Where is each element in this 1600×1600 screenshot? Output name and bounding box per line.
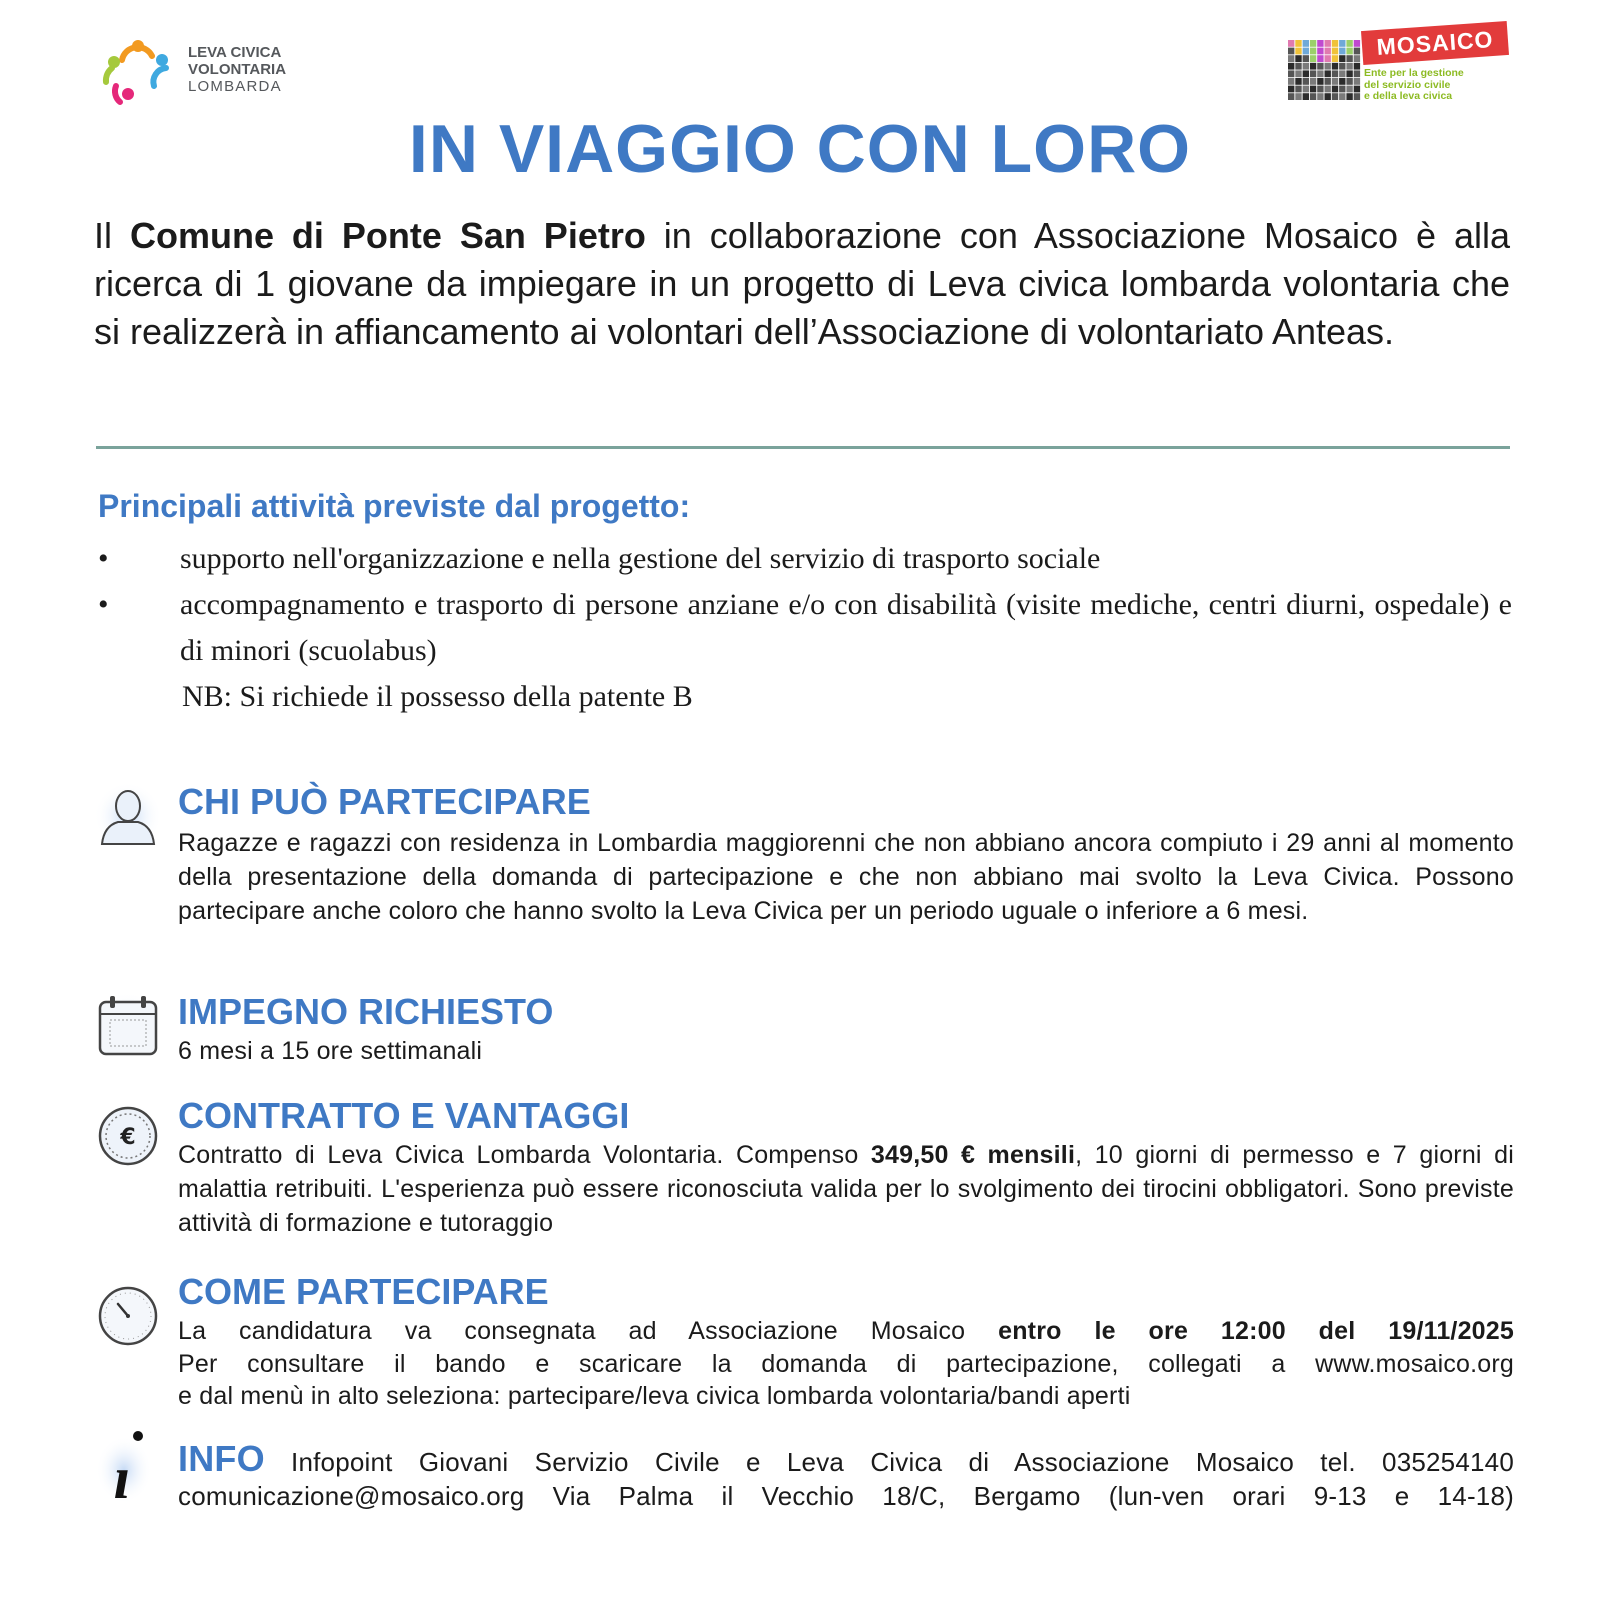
mosaic-tile	[1317, 40, 1323, 47]
logo-line-3: LOMBARDA	[188, 78, 282, 95]
mosaic-tile	[1325, 78, 1331, 85]
mosaic-tile	[1325, 48, 1331, 55]
mosaic-tile	[1332, 55, 1338, 62]
mosaico-tagline-2: del servizio civile	[1364, 78, 1451, 91]
activity-note-text: NB: Si richiede il possesso della patente B	[182, 680, 693, 713]
contract-body-bold: 349,50 € mensili	[870, 1141, 1076, 1169]
mosaic-tile	[1325, 55, 1331, 62]
activity-text: supporto nell'organizzazione e nella gestione del servizio di trasporto sociale	[180, 542, 1101, 575]
mosaic-tile	[1303, 40, 1309, 47]
mosaic-tile	[1303, 63, 1309, 70]
mosaic-tile	[1295, 63, 1301, 70]
mosaic-tile	[1332, 40, 1338, 47]
mosaic-tile	[1295, 78, 1301, 85]
mosaic-tile	[1310, 40, 1316, 47]
leva-civica-logo-mark	[100, 38, 180, 108]
mosaic-tile	[1317, 78, 1323, 85]
intro-paragraph	[94, 212, 1510, 356]
mosaic-tile	[1346, 48, 1352, 55]
mosaic-tile	[1310, 93, 1316, 100]
mosaic-tile	[1288, 70, 1294, 77]
mosaic-tile	[1339, 40, 1345, 47]
mosaic-tile	[1346, 63, 1352, 70]
mosaic-tile	[1339, 93, 1345, 100]
mosaic-tile	[1288, 55, 1294, 62]
mosaic-tile	[1346, 40, 1352, 47]
info-body	[178, 1438, 1514, 1513]
mosaic-tile	[1325, 70, 1331, 77]
mosaic-tile	[1317, 55, 1323, 62]
mosaico-tagline-1: Ente per la gestione	[1364, 67, 1464, 79]
divider	[96, 446, 1510, 449]
how-line1-pre: La candidatura va consegnata ad Associazione Mosaico	[178, 1317, 999, 1345]
mosaic-tile	[1303, 55, 1309, 62]
mosaic-tile	[1295, 70, 1301, 77]
mosaic-tile	[1288, 40, 1294, 47]
mosaico-grid-mark	[1288, 40, 1362, 102]
calendar-icon	[94, 992, 162, 1060]
contract-body-pre: Contratto di Leva Civica Lombarda Volontaria. Compenso	[178, 1141, 871, 1169]
mosaic-tile	[1346, 55, 1352, 62]
info-icon	[94, 1424, 150, 1504]
commitment-title: IMPEGNO RICHIESTO	[178, 991, 554, 1032]
clock-icon	[94, 1282, 162, 1350]
mosaic-tile	[1346, 78, 1352, 85]
mosaic-tile	[1295, 93, 1301, 100]
bullet: •	[98, 542, 109, 575]
mosaic-tile	[1346, 70, 1352, 77]
mosaic-tile	[1303, 86, 1309, 93]
mosaic-tile	[1354, 40, 1360, 47]
mosaic-tile	[1332, 70, 1338, 77]
mosaic-tile	[1354, 78, 1360, 85]
activity-text: accompagnamento e trasporto di persone anziane e/o con disabilità (visite mediche, centri diurni, ospedale) e di minori (scuolabus)	[180, 588, 1512, 667]
intro-pre: Il	[94, 215, 130, 256]
info-line1: Infopoint Giovani Servizio Civile e Leva Civica di Associazione Mosaico tel. 035254140	[291, 1447, 1514, 1477]
mosaic-tile	[1288, 48, 1294, 55]
info-line2: comunicazione@mosaico.org Via Palma il Vecchio 18/C, Bergamo (lun-ven orari 9-13 e 14-18)	[178, 1481, 1514, 1511]
mosaic-tile	[1354, 55, 1360, 62]
contract-body-post: , 10 giorni di permesso e 7 giorni di malattia retribuiti. L'esperienza può essere riconosciuta valida per lo svolgimento dei tirocini obbligatori. Sono previste attività di formazione e tutoraggio	[178, 1141, 1514, 1237]
mosaic-tile	[1354, 48, 1360, 55]
mosaic-tile	[1317, 86, 1323, 93]
mosaic-tile	[1354, 86, 1360, 93]
mosaic-tile	[1288, 93, 1294, 100]
logo-line-1: LEVA CIVICA	[188, 44, 282, 61]
mosaic-tile	[1310, 86, 1316, 93]
how-line1-bold: entro le ore 12:00 del 19/11/2025	[998, 1317, 1514, 1345]
mosaic-tile	[1339, 78, 1345, 85]
svg-text:ı: ı	[113, 1445, 131, 1506]
mosaic-tile	[1325, 40, 1331, 47]
intro-bold: Comune di Ponte San Pietro	[129, 215, 646, 256]
mosaic-tile	[1339, 86, 1345, 93]
mosaic-tile	[1310, 78, 1316, 85]
mosaico-badge: MOSAICO	[1361, 21, 1509, 65]
intro-post: in collaborazione con Associazione Mosaico è alla ricerca di 1 giovane da impiegare in un progetto di Leva civica lombarda volontaria che si realizzerà in affiancamento ai volontari dell’Associazione di volontariato Anteas.	[94, 215, 1510, 352]
mosaic-tile	[1346, 93, 1352, 100]
mosaic-tile	[1303, 70, 1309, 77]
mosaic-tile	[1339, 70, 1345, 77]
mosaic-tile	[1325, 63, 1331, 70]
how-line3: e dal menù in alto seleziona: partecipare/leva civica lombarda volontaria/bandi aperti	[178, 1382, 1131, 1410]
mosaic-tile	[1317, 63, 1323, 70]
commitment-body: 6 mesi a 15 ore settimanali	[178, 1037, 483, 1065]
mosaic-tile	[1332, 48, 1338, 55]
mosaic-tile	[1325, 86, 1331, 93]
svg-text:€: €	[120, 1125, 136, 1150]
mosaic-tile	[1295, 48, 1301, 55]
mosaico-tagline-3: e della leva civica	[1364, 90, 1453, 102]
activities-title: Principali attività previste dal progetto:	[98, 488, 691, 524]
mosaic-tile	[1303, 93, 1309, 100]
mosaic-tile	[1288, 63, 1294, 70]
mosaic-tile	[1288, 78, 1294, 85]
mosaic-tile	[1317, 48, 1323, 55]
mosaic-tile	[1310, 55, 1316, 62]
mosaic-tile	[1310, 63, 1316, 70]
euro-coin-icon	[94, 1102, 162, 1170]
mosaic-tile	[1332, 63, 1338, 70]
mosaico-logo	[1288, 22, 1518, 104]
mosaic-tile	[1354, 63, 1360, 70]
mosaic-tile	[1332, 78, 1338, 85]
mosaic-tile	[1317, 93, 1323, 100]
how-line2: Per consultare il bando e scaricare la domanda di partecipazione, collegati a www.mosaico.org	[178, 1350, 1514, 1378]
mosaic-tile	[1288, 86, 1294, 93]
mosaic-tile	[1346, 86, 1352, 93]
mosaic-tile	[1295, 86, 1301, 93]
who-body: Ragazze e ragazzi con residenza in Lombardia maggiorenni che non abbiano ancora compiuto i 29 anni al momento della presentazione della domanda di partecipazione e che non abbiano mai svolto la Leva Civica. Possono partecipare anche coloro che hanno svolto la Leva Civica per un periodo uguale o inferiore a 6 mesi.	[178, 829, 1514, 925]
mosaic-tile	[1332, 93, 1338, 100]
mosaic-tile	[1354, 70, 1360, 77]
mosaic-tile	[1303, 78, 1309, 85]
leva-civica-logo	[100, 36, 330, 106]
mosaic-tile	[1339, 55, 1345, 62]
page-title: IN VIAGGIO CON LORO	[408, 111, 1192, 187]
mosaic-tile	[1354, 93, 1360, 100]
bullet: •	[98, 588, 109, 621]
who-title: CHI PUÒ PARTECIPARE	[178, 781, 591, 822]
mosaic-tile	[1317, 70, 1323, 77]
mosaic-tile	[1325, 93, 1331, 100]
mosaic-tile	[1303, 48, 1309, 55]
mosaic-tile	[1295, 55, 1301, 62]
mosaic-tile	[1310, 70, 1316, 77]
how-body	[178, 1314, 1514, 1412]
how-title: COME PARTECIPARE	[178, 1271, 549, 1312]
mosaic-tile	[1339, 48, 1345, 55]
info-title: INFO	[178, 1438, 265, 1479]
mosaic-tile	[1295, 40, 1301, 47]
mosaic-tile	[1310, 48, 1316, 55]
person-icon	[94, 782, 162, 850]
mosaic-tile	[1332, 86, 1338, 93]
contract-title: CONTRATTO E VANTAGGI	[178, 1095, 630, 1136]
logo-line-2: VOLONTARIA	[188, 61, 287, 78]
mosaic-tile	[1339, 63, 1345, 70]
contract-body	[178, 1138, 1514, 1240]
